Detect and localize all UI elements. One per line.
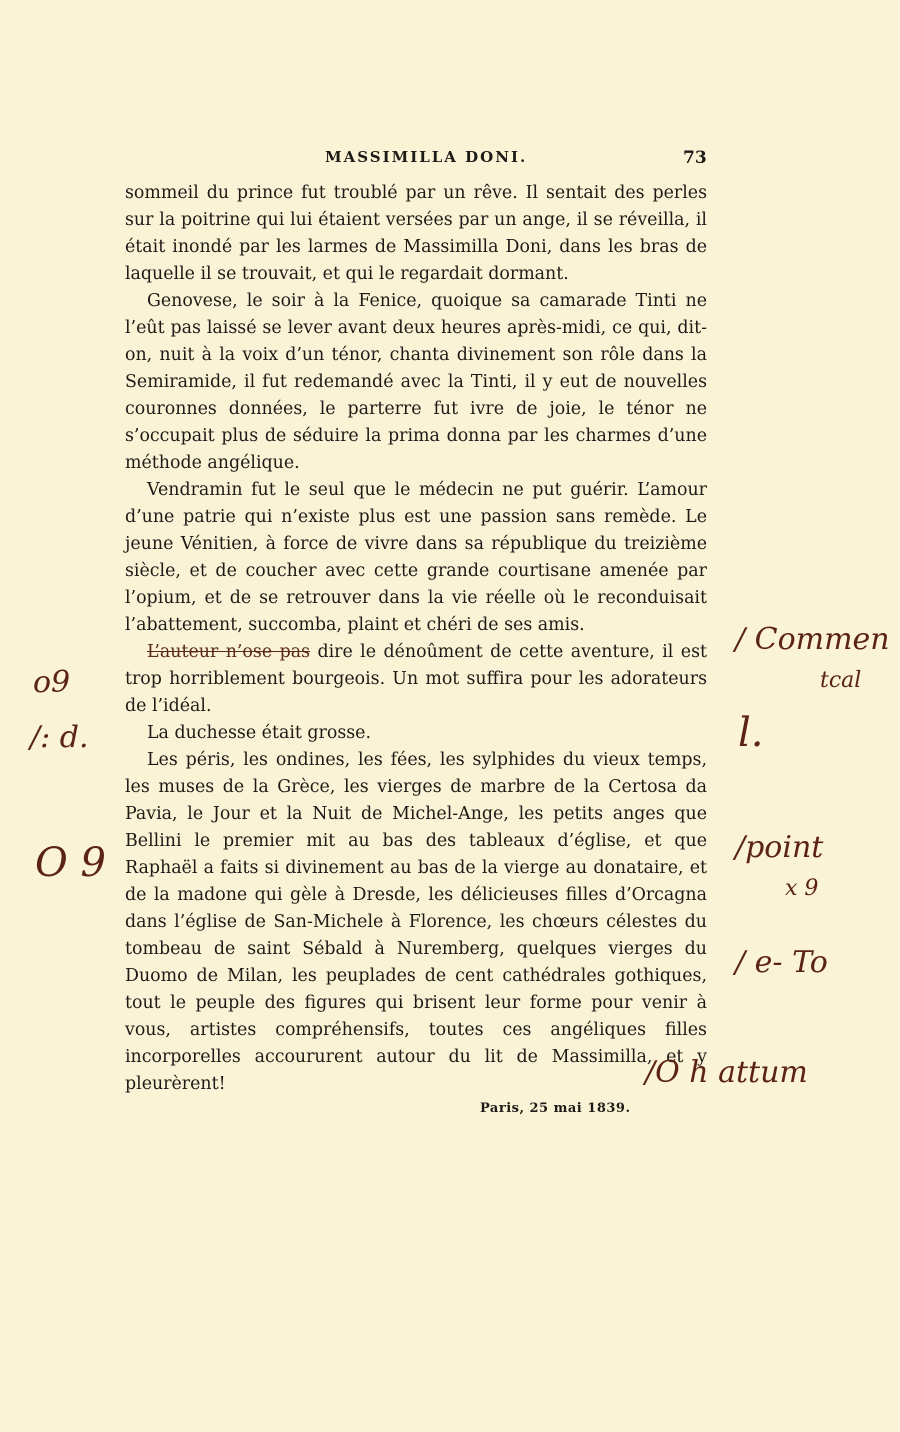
running-title: MASSIMILLA DONI.: [325, 148, 528, 166]
body-text: [125, 180, 707, 1098]
paragraph-4: [125, 639, 707, 720]
paragraph-1: sommeil du prince fut troublé par un rêve. Il sentait des perles sur la poitrine qui lui étaient versées par un ange, il se réveilla, il était inondé par les larmes de Massimilla Doni, dans les bras de laquelle il se trouvait, et qui le regardait dormant.: [125, 183, 707, 284]
paragraph-3: Vendramin fut le seul que le médecin ne put guérir. L’amour d’une patrie qui n’existe plus est une passion sans remède. Le jeune Vénitien, à force de vivre dans sa république du treizième siècle, et de coucher avec cette grande courtisane amenée par l’opium, et de se retrouver dans la vie réelle où le reconduisait l’abattement, succomba, plaint et chéri de ses amis.: [125, 480, 707, 635]
margin-note-right-4: / e- To: [735, 945, 828, 980]
dateline: Paris, 25 mai 1839.: [480, 1101, 631, 1116]
paragraph-2: Genovese, le soir à la Fenice, quoique sa camarade Tinti ne l’eût pas laissé se lever avant deux heures après-midi, ce qui, dit-on, nuit à la voix d’un ténor, chanta divinement son rôle dans la Semiramide, il fut redemandé avec la Tinti, il y eut de nouvelles couronnes données, le parterre fut ivre de joie, le ténor ne s’occupait plus de séduire la prima donna par les charmes d’une méthode angélique.: [125, 291, 707, 473]
margin-note-left-3: O 9: [35, 840, 106, 886]
struck-phrase: L’auteur n’ose pas: [147, 642, 310, 662]
margin-note-right-5: /O h attum: [645, 1055, 808, 1090]
margin-note-right-2: l.: [738, 710, 764, 756]
margin-note-left-2: /: d.: [30, 720, 89, 755]
paragraph-5: La duchesse était grosse.: [147, 723, 371, 743]
running-head: [0, 148, 900, 172]
margin-note-right-1b: tcal: [820, 668, 862, 693]
margin-note-right-3: /point: [735, 830, 824, 865]
paragraph-6: Les péris, les ondines, les fées, les sylphides du vieux temps, les muses de la Grèce, les vierges de marbre de la Certosa da Pavia, le Jour et la Nuit de Michel-Ange, les petits anges que Bellini le premier mit au bas des tableaux d’église, et que Raphaël a faits si divinement au bas de la vierge au donataire, et de la madone qui gèle à Dresde, les délicieuses filles d’Orcagna dans l’église de San-Michele à Florence, les chœurs célestes du tombeau de saint Sébald à Nuremberg, quelques vierges du Duomo de Milan, les peuplades de cent cathédrales gothiques, tout le peuple des figures qui brisent leur forme pour venir à vous, artistes compréhensifs, toutes ces angéliques filles incorporelles accoururent autour du lit de Massimilla, et y pleurèrent!: [125, 750, 707, 1094]
paragraph-4-rest: dire le dénoûment de cette aventure, il est trop horriblement bourgeois. Un mot suffira pour les adorateurs de l’idéal.: [125, 642, 708, 716]
page-number: 73: [683, 148, 707, 168]
margin-note-right-3b: x 9: [785, 876, 819, 901]
margin-note-right-1: / Commen: [735, 622, 890, 657]
margin-note-left-1: o9: [33, 665, 71, 700]
